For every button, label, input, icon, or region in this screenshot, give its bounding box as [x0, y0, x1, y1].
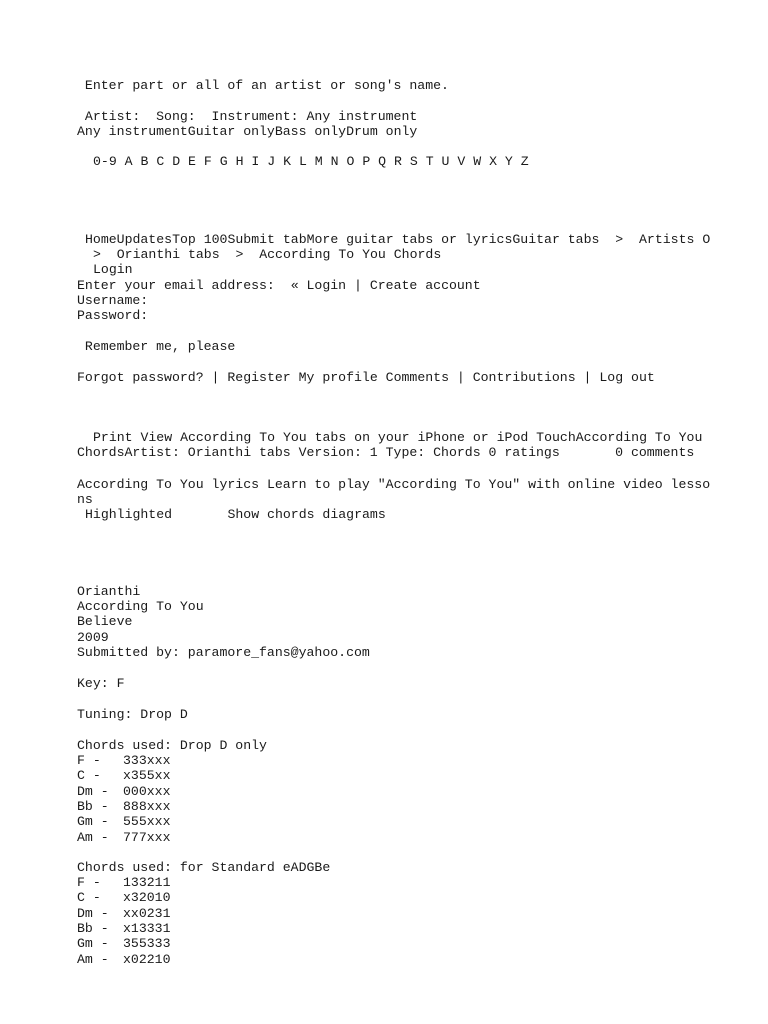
- chord-name: Gm -: [77, 814, 109, 830]
- alpha-s[interactable]: S: [409, 154, 418, 169]
- chord-name: Dm -: [77, 905, 109, 921]
- alpha-l[interactable]: L: [298, 154, 307, 169]
- breadcrumb-guitar-tabs[interactable]: Guitar tabs: [512, 232, 600, 247]
- alpha-v[interactable]: V: [457, 154, 466, 169]
- pipe-sep: |: [203, 370, 228, 385]
- email-label: Enter your email address:: [77, 278, 275, 293]
- breadcrumb-sep: >: [599, 232, 640, 247]
- std-chords-header: Chords used: for Standard eADGBe: [77, 860, 331, 875]
- alpha-n[interactable]: N: [330, 154, 339, 169]
- username-label[interactable]: Username:: [77, 293, 149, 308]
- chord-name: Bb -: [77, 798, 109, 814]
- chord-name: Am -: [77, 829, 109, 845]
- song-title: According To You: [77, 599, 204, 614]
- alpha-r[interactable]: R: [394, 154, 402, 169]
- alpha-a[interactable]: A: [124, 154, 133, 169]
- breadcrumb-line-2: [93, 247, 441, 262]
- song-tuning: Tuning: Drop D: [77, 707, 188, 722]
- search-prompt: Enter part or all of an artist or song's name.: [77, 78, 449, 93]
- alpha-f[interactable]: F: [203, 154, 212, 169]
- alpha-u[interactable]: U: [441, 154, 450, 169]
- option-guitar-only[interactable]: Guitar only: [187, 124, 275, 139]
- breadcrumb-artists[interactable]: Artists O: [639, 232, 711, 247]
- alpha-o[interactable]: O: [346, 154, 355, 169]
- remember-me-label[interactable]: Remember me, please: [77, 339, 236, 354]
- chord-shape: x02210: [123, 951, 171, 967]
- option-drum-only[interactable]: Drum only: [346, 124, 418, 139]
- alpha-d[interactable]: D: [172, 154, 181, 169]
- chord-row: [77, 906, 170, 921]
- alpha-x[interactable]: X: [489, 154, 497, 169]
- login-email-row: [77, 278, 481, 293]
- chord-shape: 555xxx: [123, 814, 171, 830]
- chord-name: Bb -: [77, 920, 109, 936]
- chord-name: Gm -: [77, 936, 109, 952]
- alpha-t[interactable]: T: [425, 154, 434, 169]
- chord-shape: 777xxx: [123, 829, 171, 845]
- print-view-link[interactable]: Print View: [93, 430, 173, 445]
- pipe-sep: |: [346, 278, 370, 293]
- alpha-y[interactable]: Y: [504, 154, 513, 169]
- nav-submit-tab[interactable]: Submit tab: [227, 232, 307, 247]
- alpha-p[interactable]: P: [362, 154, 371, 169]
- alpha-j[interactable]: J: [267, 154, 276, 169]
- chord-row: [77, 799, 170, 814]
- display-options: [85, 507, 386, 522]
- song-year: 2009: [77, 630, 109, 645]
- chord-name: C -: [77, 890, 101, 906]
- alpha-e[interactable]: E: [188, 154, 196, 169]
- main-nav: [85, 232, 710, 247]
- comments-link[interactable]: Comments: [385, 370, 449, 385]
- song-artist: Orianthi: [77, 584, 141, 599]
- account-links: [77, 370, 655, 385]
- iphone-link[interactable]: According To You tabs on your iPhone or iPod Touch: [180, 430, 576, 445]
- tab-tools-line: [93, 430, 702, 445]
- alpha-c[interactable]: C: [156, 154, 165, 169]
- chord-shape: 355333: [123, 936, 171, 952]
- log-out-link[interactable]: Log out: [599, 370, 655, 385]
- pipe-sep: |: [575, 370, 600, 385]
- nav-updates[interactable]: Updates: [116, 232, 173, 247]
- my-profile-link[interactable]: My profile: [298, 370, 378, 385]
- alpha-i[interactable]: I: [251, 154, 260, 169]
- create-account-link[interactable]: Create account: [369, 278, 481, 293]
- breadcrumb-orianthi-tabs[interactable]: Orianthi tabs: [116, 247, 220, 262]
- option-bass-only[interactable]: Bass only: [274, 124, 347, 139]
- highlighted-toggle[interactable]: Highlighted: [85, 507, 173, 522]
- chord-row: [77, 753, 170, 768]
- lessons-line: [77, 477, 710, 492]
- breadcrumb-current-song: According To You Chords: [259, 247, 442, 262]
- instrument-options[interactable]: [77, 124, 417, 139]
- chord-row: [77, 875, 170, 890]
- video-lessons-link[interactable]: Learn to play "According To You" with online video lesso: [266, 477, 711, 492]
- chord-name: Am -: [77, 951, 109, 967]
- alpha-k[interactable]: K: [283, 154, 292, 169]
- breadcrumb-sep: >: [219, 247, 260, 262]
- alpha-q[interactable]: Q: [378, 154, 387, 169]
- forgot-password-link[interactable]: Forgot password?: [77, 370, 204, 385]
- nav-home[interactable]: Home: [85, 232, 117, 247]
- chord-name: F -: [77, 753, 101, 768]
- nav-more-tabs[interactable]: More guitar tabs or lyrics: [306, 232, 513, 247]
- chord-shape: x32010: [123, 890, 171, 906]
- alpha-m[interactable]: M: [314, 154, 323, 169]
- chord-shape: 000xxx: [123, 783, 171, 799]
- pipe-sep: |: [448, 370, 473, 385]
- back-to-login-link[interactable]: « Login: [290, 278, 347, 293]
- chord-row: [77, 784, 170, 799]
- song-key: Key: F: [77, 676, 125, 691]
- chord-row: [77, 814, 170, 829]
- breadcrumb-sep: >: [93, 247, 117, 262]
- song-submitter: Submitted by: paramore_fans@yahoo.com: [77, 645, 370, 660]
- song-album: Believe: [77, 614, 133, 629]
- comments-count-link[interactable]: 0 comments: [615, 445, 695, 460]
- show-chords-toggle[interactable]: Show chords diagrams: [227, 507, 386, 522]
- chord-row: [77, 952, 170, 967]
- chord-row: [77, 768, 170, 783]
- chord-shape: x13331: [123, 920, 171, 936]
- chord-name: F -: [77, 875, 101, 890]
- login-heading[interactable]: Login: [93, 262, 133, 277]
- video-lessons-link-wrap[interactable]: ns: [77, 492, 93, 507]
- chord-row: [77, 921, 170, 936]
- alpha-g[interactable]: G: [219, 154, 228, 169]
- password-label[interactable]: Password:: [77, 308, 149, 323]
- dropd-chords-header: Chords used: Drop D only: [77, 738, 267, 753]
- chord-shape: 888xxx: [123, 798, 171, 814]
- chord-row: [77, 890, 170, 905]
- tab-title: According To You: [575, 430, 703, 445]
- register-link[interactable]: Register: [227, 370, 291, 385]
- tab-meta-line: [77, 445, 694, 460]
- chord-shape: xx0231: [123, 905, 171, 921]
- alpha-h[interactable]: H: [235, 154, 244, 169]
- lyrics-link[interactable]: According To You lyrics: [77, 477, 260, 492]
- chord-row: [77, 936, 170, 951]
- chord-row: [77, 830, 170, 845]
- alphabet-index: [93, 154, 529, 169]
- chord-name: Dm -: [77, 783, 109, 799]
- tab-title-type: Chords: [77, 445, 125, 460]
- option-any-instrument[interactable]: Any instrument: [77, 124, 188, 139]
- nav-top-100[interactable]: Top 100: [172, 232, 228, 247]
- alpha-z[interactable]: Z: [520, 154, 529, 169]
- search-fields-line[interactable]: Artist: Song: Instrument: Any instrument: [77, 109, 418, 124]
- chord-name: C -: [77, 768, 101, 784]
- chord-shape: 333xxx: [123, 753, 171, 768]
- alpha-b[interactable]: B: [140, 154, 149, 169]
- chord-shape: 133211: [123, 875, 171, 890]
- alpha-0-9[interactable]: 0-9: [93, 154, 117, 169]
- contributions-link[interactable]: Contributions: [472, 370, 576, 385]
- tab-meta: Artist: Orianthi tabs Version: 1 Type: Chords 0 ratings: [124, 445, 560, 460]
- chord-shape: x355xx: [123, 768, 171, 784]
- alpha-w[interactable]: W: [473, 154, 482, 169]
